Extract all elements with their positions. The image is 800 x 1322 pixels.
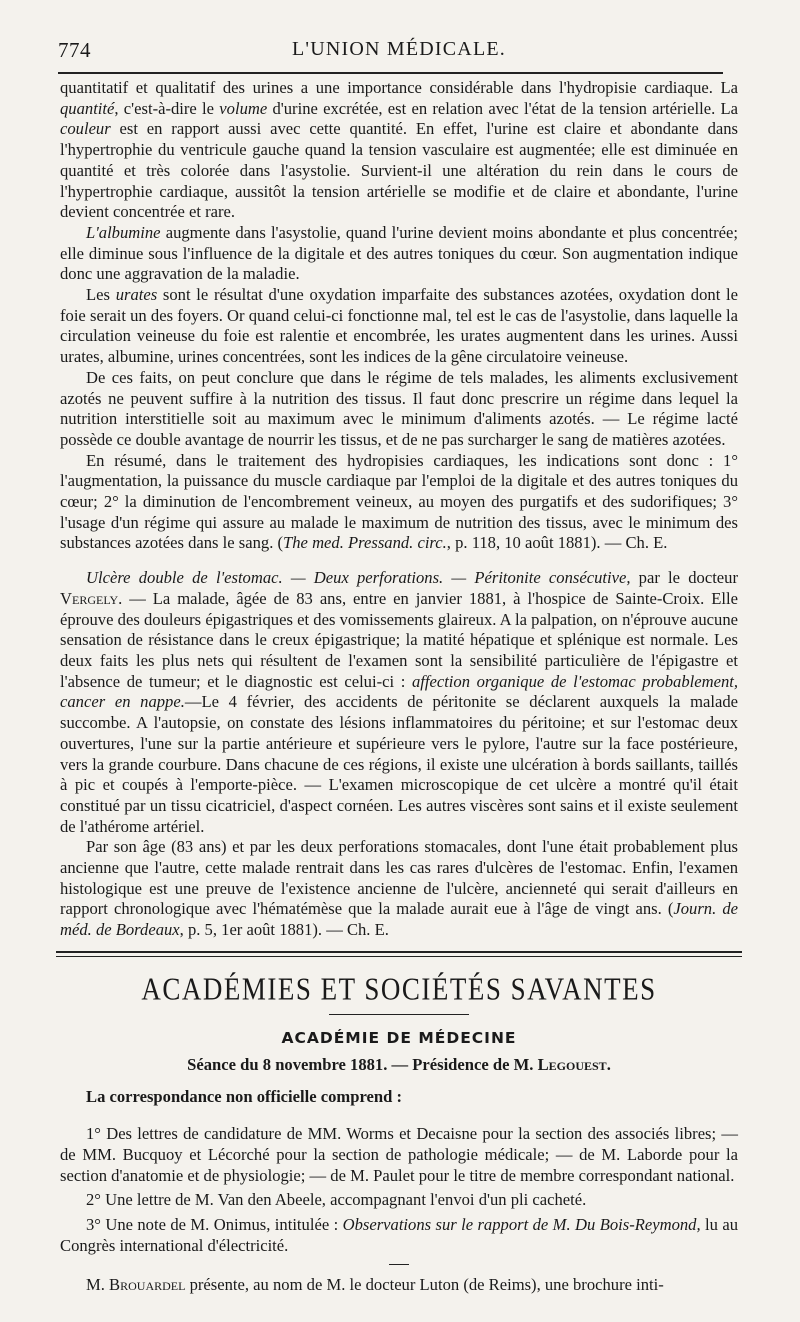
italic-term: couleur — [60, 119, 111, 139]
text: En résumé, dans le traitement des hydropisies cardiaques, les indications sont donc : 1° l'augmentation, la puissance du muscle cardiaque par l'emploi de la digitale et des autres toniques du cœur; 2° la diminution de l'encombrement veineux, au moyen des purgatifs et des sudorifiques; 3° l'usage d'un régime qui assure au malade le maximum de nutrition des tissus, avec le minimum des substances azotées dans le sang. ( — [60, 450, 738, 553]
citation-source: The med. Pressand. circ. — [283, 533, 447, 553]
article2-paragraph-1 — [60, 568, 738, 837]
article-title: Ulcère double de l'estomac. — Deux perforations. — Péritonite consécutive, — [86, 568, 631, 588]
text: d'urine excrétée, est en relation avec l'état de la tension artérielle. La — [267, 98, 738, 118]
text: lu au Congrès international d'électricité. — [60, 1214, 738, 1255]
italic-term: L'albumine — [86, 222, 161, 242]
article1-paragraph-2 — [60, 223, 738, 285]
italic-term: volume — [219, 98, 268, 118]
text: par le docteur — [630, 568, 738, 588]
italic-title: Observations sur le rapport de M. Du Bois-Reymond, — [342, 1214, 701, 1234]
text: —Le 4 février, des accidents de péritonite se déclarent auxquels la malade succombe. A l'autopsie, on constate des lésions inflammatoires du péritoine; et sur l'estomac deux ouvertures, l'une sur la partie antérieure et supérieure vers le pylore, l'autre sur la face postérieure, vers la grande courbure. Dans chacune de ces régions, il existe une ulcération à bords saillants, taillés à pic et coupés à l'emporte-pièce. — L'examen microscopique de cet ulcère a montré qu'il était constitué par un tissu cicatriciel, d'aspect cornéen. Les autres viscères sont sains et il existe seulement de l'athérome artériel. — [60, 692, 738, 836]
text: , p. 118, 10 août 1881). — Ch. E. — [446, 533, 668, 553]
text: présente, au nom de M. le docteur Luton (de Reims), une brochure inti- — [185, 1275, 664, 1295]
citation-source: Journ. de méd. de Bordeaux — [60, 899, 738, 940]
correspondence-intro: La correspondance non officielle comprend : — [86, 1086, 403, 1106]
text: sont le résultat d'une oxydation imparfaite des substances azotées, oxydation dont le foie serait un des foyers. Or quand celui-ci fonctionne mal, tel est le cas de l'asystolie, dans laquelle la circulation veineuse du foie est ralentie et encombrée, les urates augmentent dans les urines. Aussi urates, albumine, urines concentrées, sont les indices de la gêne circulatoire veineuse. — [60, 285, 738, 367]
author-name: Vergely — [60, 588, 119, 608]
text: quantitatif et qualitatif des urines a une importance considérable dans l'hydropisie cardiaque. La — [60, 78, 738, 97]
text: est en rapport aussi avec cette quantité. En effet, l'urine est claire et abondante dans l'hypertrophie du ventricule gauche quand la tension vasculaire est augmentée; elle est diminuée en quantité et très colorée dans l'asystolie. Survient-il une altération du rein dans le cours de l'hypertrophie cardiaque, aussitôt la tension artérielle se modifie et de claire et abondante, l'urine devient concentrée et rare. — [60, 119, 738, 222]
journal-title: L'UNION MÉDICALE. — [292, 38, 506, 60]
text: augmente dans l'asystolie, quand l'urine devient moins abondante et plus concentrée; elle diminue sous l'influence de la digitale et des autres toniques du cœur. Son augmentation indique donc une aggravation de la maladie. — [60, 222, 738, 284]
section-title: ACADÉMIES ET SOCIÉTÉS SAVANTES — [141, 970, 657, 1007]
subsection-title: ACADÉMIE DE MÉDECINE — [281, 1028, 517, 1047]
text: Par son âge (83 ans) et par les deux perforations stomacales, dont l'une était probablement plus ancienne que l'autre, cette malade rentrait dans les cas rares d'ulcères de l'estomac. Enfin, l'examen histologique est une preuve de l'existence ancienne de l'ulcère, ancienneté qui serait d'ailleurs en rapport chronologique avec l'hématémèse que la malade aurait eue à l'âge de vingt ans. ( — [60, 837, 738, 919]
spacer — [60, 554, 738, 568]
text: Séance du 8 novembre 1881. — Présidence de M. — [187, 1054, 538, 1074]
article2-paragraph-2 — [60, 837, 738, 941]
section-divider — [56, 951, 742, 957]
header-rule — [58, 72, 723, 74]
page-body — [60, 78, 738, 1296]
title-rule — [329, 1014, 469, 1015]
text: Les — [86, 285, 116, 305]
page-header — [58, 30, 740, 70]
text: . — La malade, âgée de 83 ans, entre en janvier 1881, à l'hospice de Sainte-Croix. Elle éprouve des douleurs épigastriques et des vomissements glaireux. A la palpation, on n'éprouve aucune sensation de résistance dans le creux épigastrique; la matité hépatique et splénique est normale. Les deux faits les plus nets qui résultent de l'examen sont la sensibilité particulière de l'épigastre et l'absence de tumeur; et le diagnostic est celui-ci : — [60, 588, 738, 691]
text: 3° Une note de M. Onimus, intitulée : — [86, 1214, 343, 1234]
presenter-name: M. Brouardel — [86, 1275, 186, 1295]
text: , p. 5, 1er août 1881). — Ch. E. — [179, 920, 389, 940]
italic-term: urates — [115, 285, 158, 305]
correspondence-item-2: 2° Une lettre de M. Van den Abeele, accompagnant l'envoi d'un pli cacheté. — [86, 1190, 587, 1210]
article1-paragraph-4: De ces faits, on peut conclure que dans le régime de tels malades, les aliments exclusivement azotés ne peuvent suffire à la nutrition des tissus. Il faut donc prescrire un régime dans lequel la nutrition interstitielle soit au maximum avec le minimum d'aliments azotés. — Le régime lacté possède ce double avantage de nourrir les tissus, et de ne pas surcharger le sang de matières azotées. — [60, 367, 738, 449]
italic-diagnosis: affection organique de l'estomac probablement, cancer en nappe. — [60, 671, 739, 712]
session-line — [60, 1055, 738, 1075]
article1-paragraph-5 — [60, 451, 738, 555]
correspondence-item-3 — [60, 1215, 738, 1256]
president-name: Legouest — [537, 1054, 607, 1074]
text: . — [606, 1054, 611, 1074]
text: , c'est-à-dire le — [114, 98, 220, 118]
italic-term: quantité — [60, 98, 115, 118]
mini-divider — [389, 1264, 409, 1265]
presentation-line — [60, 1275, 738, 1296]
page-number: 774 — [58, 38, 91, 62]
article1-paragraph-1 — [60, 78, 738, 223]
article1-paragraph-3 — [60, 285, 738, 368]
correspondence-item-1: 1° Des lettres de candidature de MM. Worms et Decaisne pour la section des associés libres; — de MM. Bucquoy et Lécorché pour la section de pathologie médicale; — de M. Laborde pour la section d'anatomie et de physiologie; — de M. Paulet pour le titre de membre correspondant national. — [60, 1124, 738, 1185]
